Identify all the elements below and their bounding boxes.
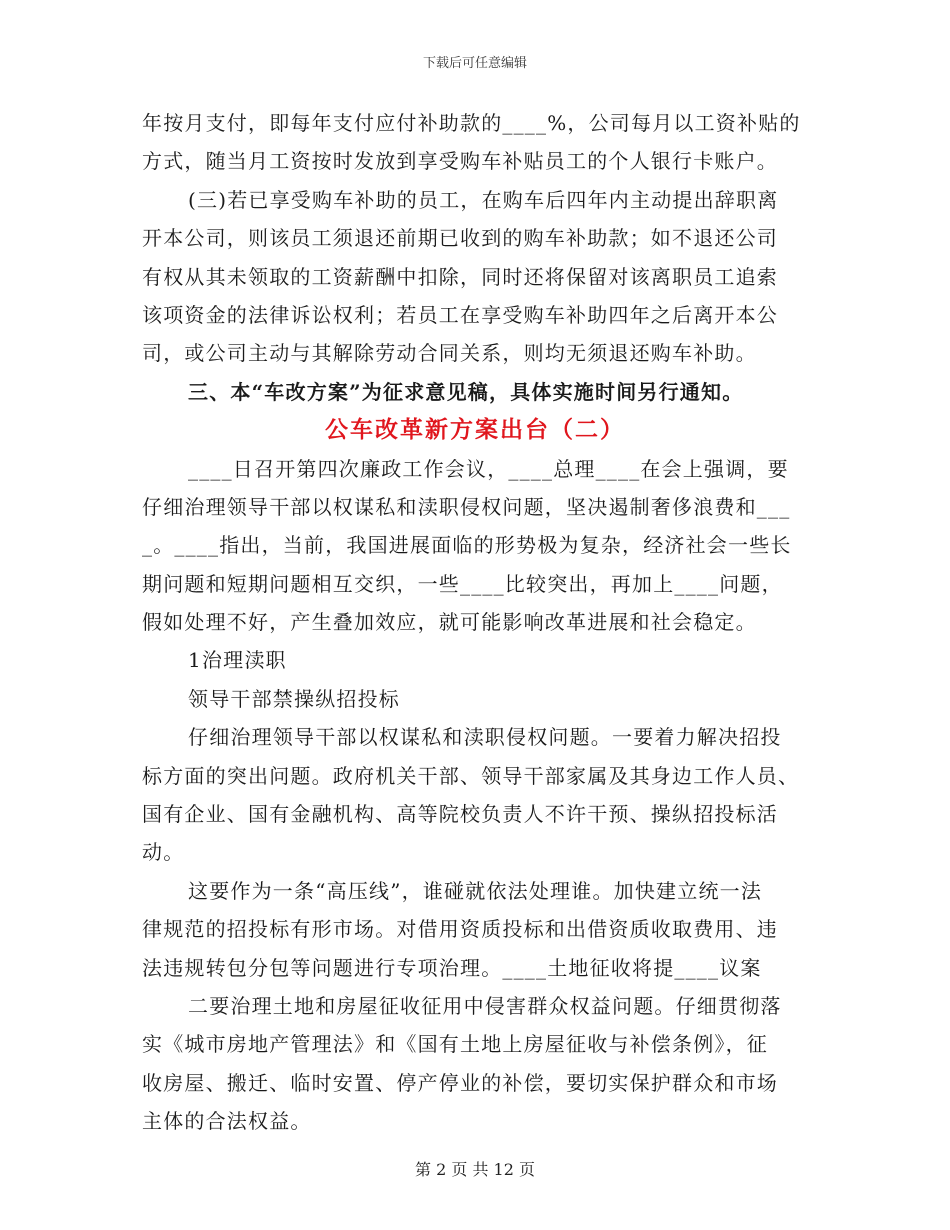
text-line: 司，或公司主动与其解除劳动合同关系，则均无须退还购车补助。 bbox=[142, 341, 757, 366]
text-line: 方式，随当月工资按时发放到享受购车补贴员工的个人银行卡账户。 bbox=[142, 149, 778, 174]
text-line: ____日召开第四次廉政工作会议，____总理____在会上强调，要 bbox=[188, 456, 789, 481]
text-line: 动。 bbox=[142, 840, 185, 865]
text-line: 该项资金的法律诉讼权利；若员工在享受购车补助四年之后离开本公 bbox=[142, 302, 778, 327]
text-line: 仔细治理领导干部以权谋私和渎职侵权问题。一要着力解决招投 bbox=[188, 725, 782, 750]
text-line: 期问题和短期问题相互交织，一些____比较突出，再加上____问题， bbox=[142, 571, 783, 596]
page-footer: 第 2 页 共 12 页 bbox=[415, 1160, 535, 1179]
text-line: _。____指出，当前，我国进展面临的形势极为复杂，经济社会一些长 bbox=[142, 533, 792, 558]
subheading: 领导干部禁操纵招投标 bbox=[188, 686, 400, 711]
article-title: 公车改革新方案出台（二） bbox=[325, 416, 625, 444]
text-line: 这要作为一条“高压线”，谁碰就依法处理谁。加快建立统一法 bbox=[188, 878, 763, 903]
text-line: 年按月支付，即每年支付应付补助款的____%，公司每月以工资补贴的 bbox=[142, 111, 801, 135]
page-header: 下载后可任意编辑 bbox=[422, 56, 527, 71]
text-line: 开本公司，则该员工须退还前期已收到的购车补助款；如不退还公司 bbox=[142, 226, 778, 251]
text-line: 主体的合法权益。 bbox=[142, 1109, 312, 1134]
text-line: 律规范的招投标有形市场。对借用资质投标和出借资质收取费用、违 bbox=[142, 917, 778, 942]
text-line: 标方面的突出问题。政府机关干部、领导干部家属及其身边工作人员、 bbox=[142, 763, 800, 788]
text-line: 实《城市房地产管理法》和《国有土地上房屋征收与补偿条例》，征 bbox=[142, 1032, 768, 1057]
text-line: 二要治理土地和房屋征收征用中侵害群众权益问题。仔细贯彻落 bbox=[188, 993, 782, 1018]
text-line: 收房屋、搬迁、临时安置、停产停业的补偿，要切实保护群众和市场 bbox=[142, 1070, 778, 1095]
text-line: 假如处理不好，产生叠加效应，就可能影响改革进展和社会稳定。 bbox=[142, 610, 757, 635]
text-line: (三)若已享受购车补助的员工，在购车后四年内主动提出辞职离 bbox=[188, 187, 779, 212]
text-line: 法违规转包分包等问题进行专项治理。____土地征收将提____议案 bbox=[142, 955, 762, 980]
text-line: 有权从其未领取的工资薪酬中扣除，同时还将保留对该离职员工追索 bbox=[142, 264, 778, 289]
section-heading: 三、本“车改方案”为征求意见稿，具体实施时间另行通知。 bbox=[188, 379, 744, 404]
document-body bbox=[142, 104, 808, 1141]
text-line: 仔细治理领导干部以权谋私和渎职侵权问题，坚决遏制奢侈浪费和___ bbox=[142, 494, 791, 519]
subheading: 1治理渎职 bbox=[188, 648, 287, 673]
text-line: 国有企业、国有金融机构、高等院校负责人不许干预、操纵招投标活 bbox=[142, 802, 778, 827]
